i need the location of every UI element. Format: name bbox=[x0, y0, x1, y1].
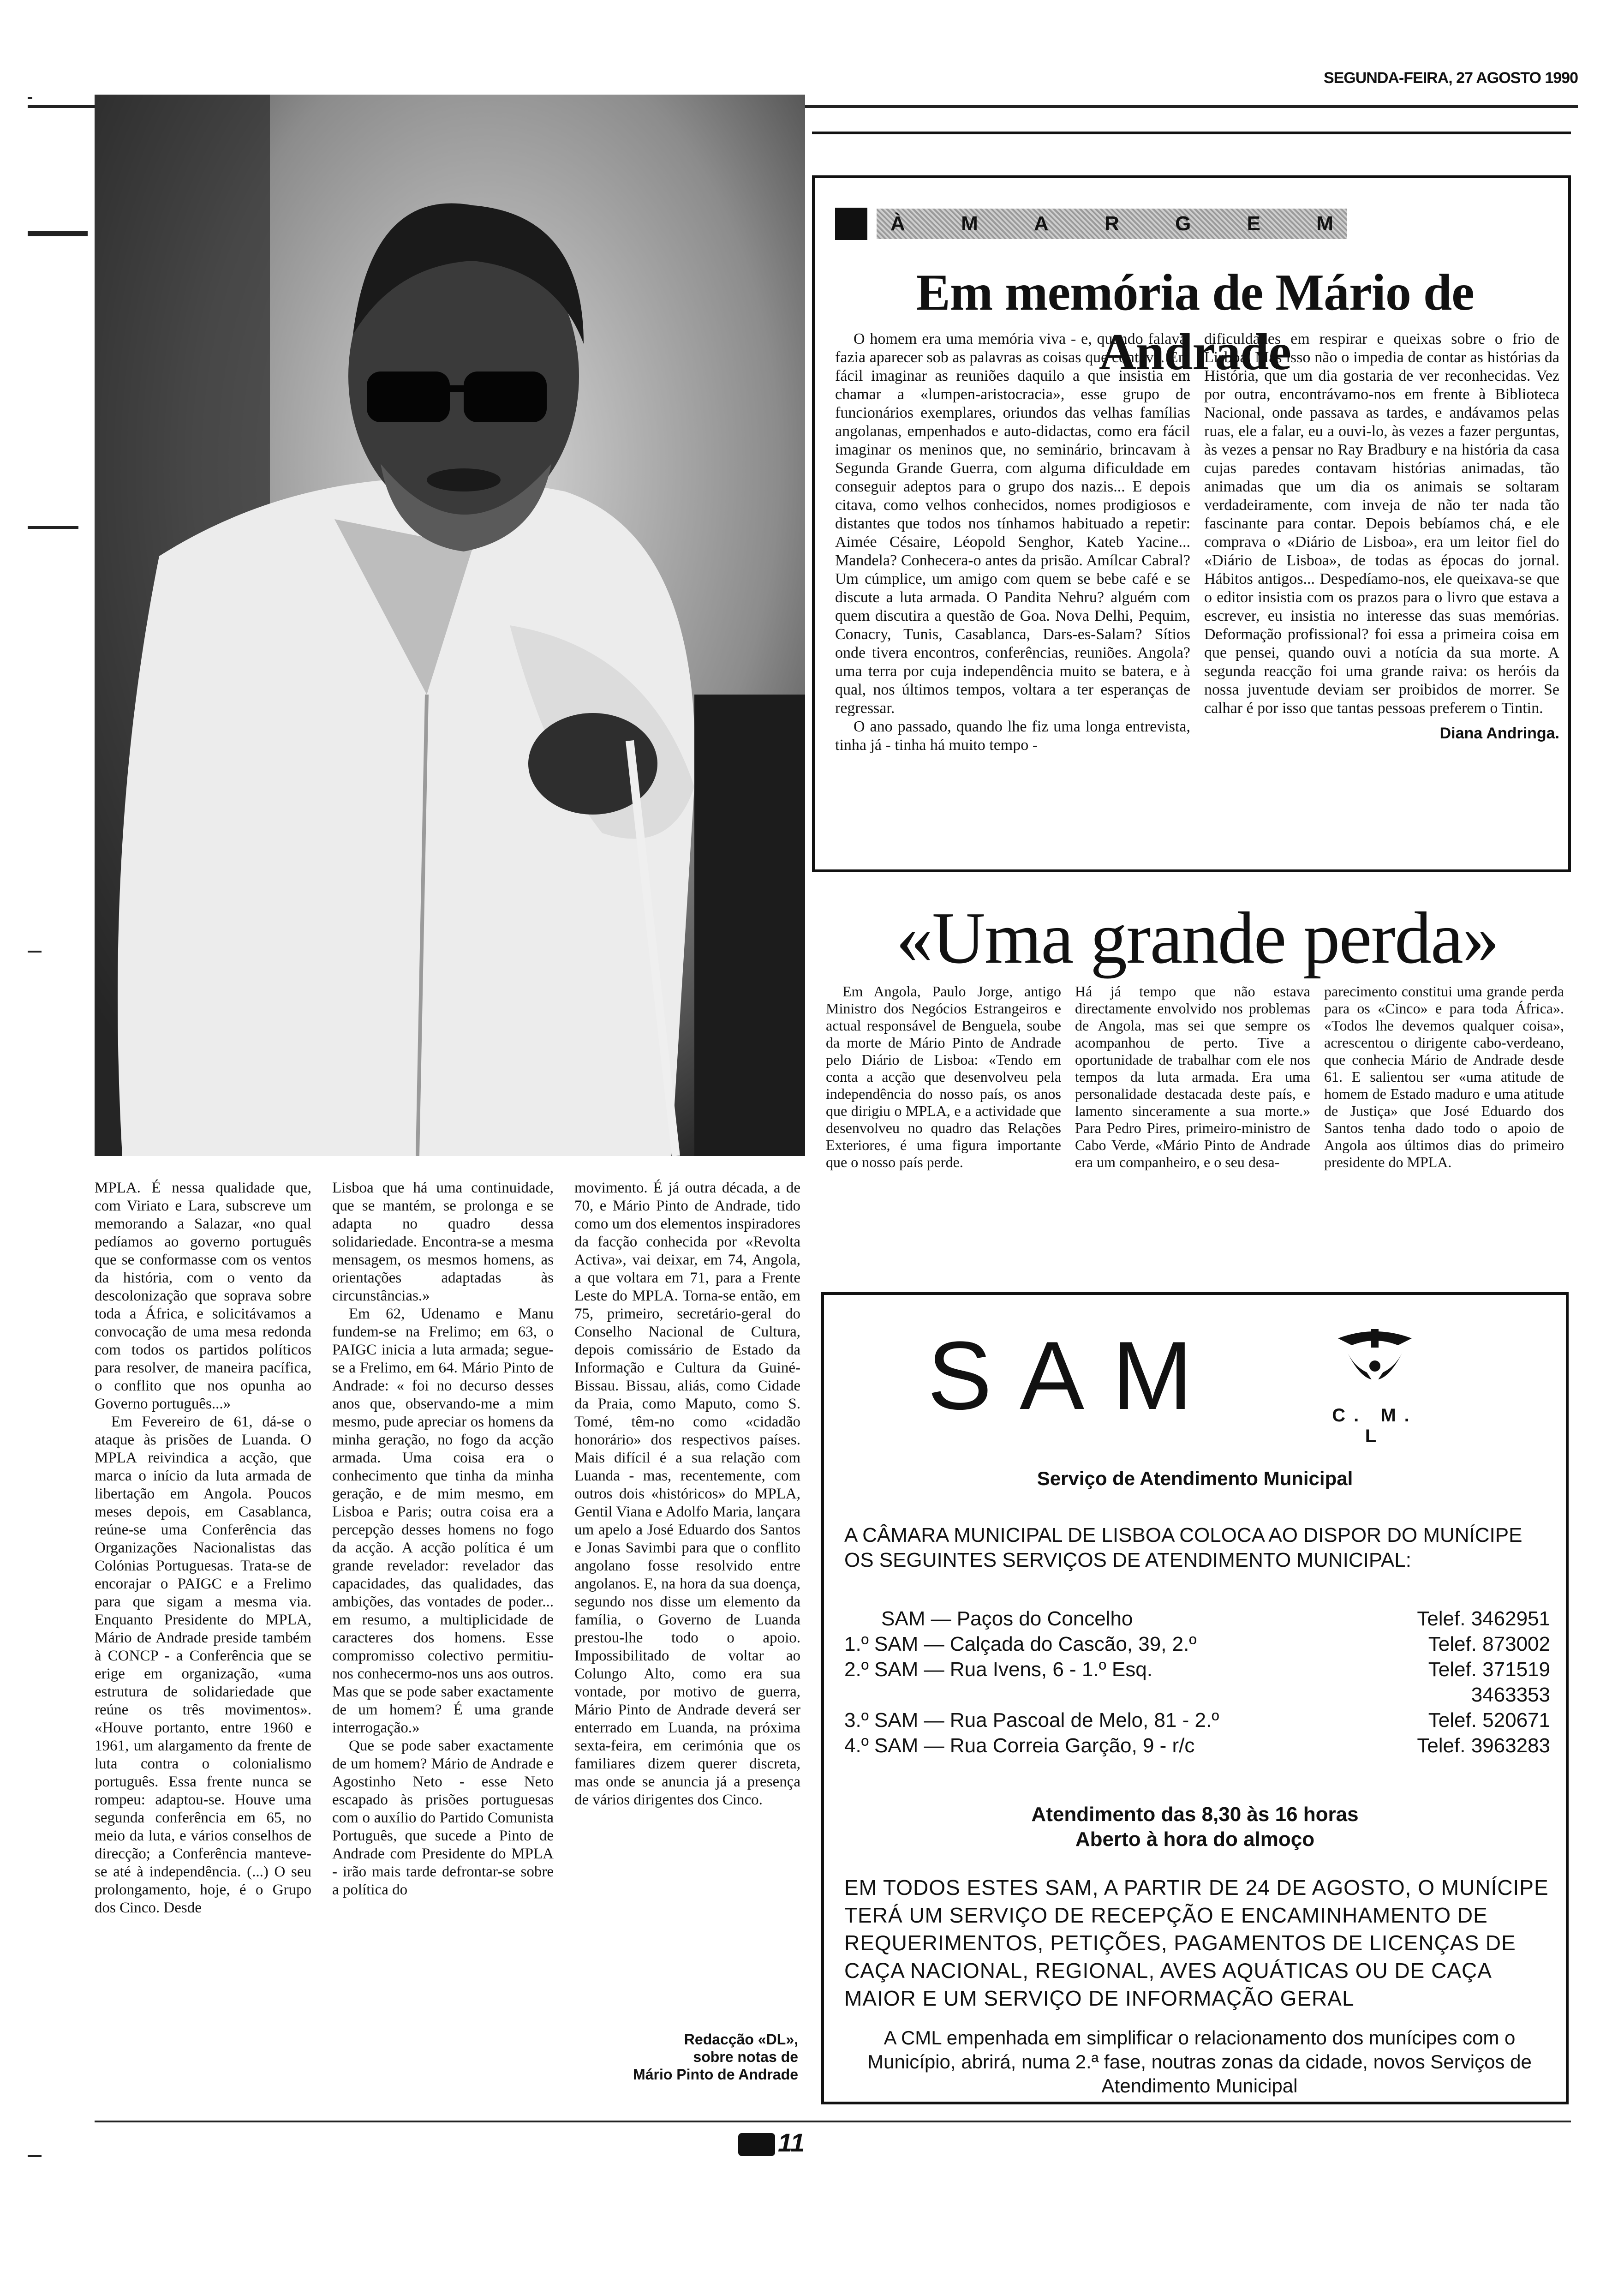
margem-top-rule bbox=[812, 132, 1571, 134]
margem-column-2 bbox=[1204, 330, 1559, 743]
credit-line: Redacção «DL», bbox=[684, 2031, 798, 2048]
perda-column-1 bbox=[826, 983, 1061, 1171]
paragraph: Em 62, Udenamo e Manu fundem-se na Frelimo; em 63, o PAIGC inicia a luta armada; segue-se a Frelimo, em 64. Mário Pinto de Andrade: « foi no decurso desses anos que, observando-me a mim mesmo, pude apreciar os homens da minha geração, no fogo da acção armada. Uma coisa era o conhecimento que tinha da minha geração, e de mim mesmo, em Lisboa e Paris; outra coisa era a percepção desses homens no fogo da acção. A acção política é um grande revelador: revelador das capacidades, das qualidades, das ambições, das vontades de poder... em resumo, a multiplicidade de caracteres dos homens. Esse compromisso colectivo permitiu-nos conhecermo-nos uns aos outros. Mas que se pode saber exactamente de um homem? É uma grande interrogação.» bbox=[332, 1306, 554, 1736]
byline: Diana Andringa. bbox=[1439, 725, 1559, 742]
margin-mark bbox=[28, 951, 42, 953]
perda-column-2 bbox=[1075, 983, 1310, 1171]
service-row bbox=[844, 1606, 1550, 1631]
margin-mark bbox=[28, 526, 78, 529]
paragraph: O ano passado, quando lhe fiz uma longa entrevista, tinha já - tinha há muito tempo - bbox=[835, 718, 1190, 754]
hours-line: Atendimento das 8,30 às 16 horas bbox=[1031, 1803, 1359, 1826]
service-row bbox=[844, 1708, 1550, 1733]
perda-headline: «Uma grande perda» bbox=[896, 897, 1499, 979]
section-tag-a-margem bbox=[835, 205, 1347, 242]
service-row bbox=[844, 1682, 1550, 1708]
paragraph: dificuldades em respirar e queixas sobre o frio de Lisboa. Mas isso não o impedia de contar as histórias da História, que um dia gostaria de ver reconhecidas. Vez por outra, encontrávamo-nos em frente à Biblioteca Nacional, onde passava as tardes, e andávamos pelas ruas, ele a falar, eu a ouvi-lo, às vezes a fazer perguntas, às vezes a pensar no Ray Bradbury e na história da casa cujas paredes contavam histórias animadas, tão animadas que um dia os animais se soltaram verdadeiramente, com inveja de não ter nada tão fascinante para contar. Depois bebíamos chá, e ele comprava o «Diário de Lisboa», era um leitor fiel do «Diário de Lisboa», de todas as épocas do jornal. Hábitos antigos... Despedíamo-nos, ele queixava-se que o editor insistia com os prazos para o livro que estava a escrever, eu insistia no interesse das suas memórias. Deformação profissional? foi essa a primeira coisa em que pensei, quando ouvi a notícia da sua morte. A segunda reacção foi uma grande raiva: os heróis da nossa juventude deviam ser proibidos de morrer. Se calhar é por isso que tantas pessoas preferem o Tintin. bbox=[1204, 330, 1559, 717]
service-phone: Telef. 3963283 bbox=[1417, 1734, 1550, 1757]
tag-letter: À bbox=[890, 212, 905, 235]
service-phone: Telef. 873002 bbox=[1428, 1633, 1550, 1655]
article-column-2 bbox=[332, 1179, 554, 1899]
service-phone: Telef. 371519 bbox=[1428, 1658, 1550, 1681]
margin-mark bbox=[28, 2155, 42, 2157]
tag-band bbox=[877, 209, 1347, 239]
ad-services-notice: EM TODOS ESTES SAM, A PARTIR DE 24 DE AGOSTO, O MUNÍCIPE TERÁ UM SERVIÇO DE RECEPÇÃO E ENCAMINHAMENTO DE REQUERIMENTOS, PETIÇÕES, PAGAMENTOS DE LICENÇAS DE CAÇA NACIONAL, REGIONAL, AVES AQUÁTICAS OU DE CAÇA MAIOR E UM SERVIÇO DE INFORMAÇÃO GERAL bbox=[844, 1876, 1549, 2010]
ad-footer-note: A CML empenhada em simplificar o relacionamento dos munícipes com o Município, abrirá, numa 2.ª fase, noutras zonas da cidade, novos Serviços de Atendimento Municipal bbox=[867, 2027, 1532, 2097]
tag-letter: R bbox=[1105, 212, 1119, 235]
tag-letter: A bbox=[1034, 212, 1049, 235]
article-column-3 bbox=[574, 1179, 800, 1809]
article-column-1 bbox=[95, 1179, 311, 1917]
tag-letter: M bbox=[1316, 212, 1333, 235]
service-phone: Telef. 520671 bbox=[1428, 1709, 1550, 1732]
paragraph: Há já tempo que não estava directamente envolvido nos problemas de Angola, mas sei que sempre os acompanhou de perto. Tive a oportunidade de trabalhar com ele nos tempos da luta armada. Era uma personalidade destacada deste país, e lamento sinceramente a sua morte.» Para Pedro Pires, primeiro-ministro de Cabo Verde, «Mário Pinto de Andrade era um companheiro, e o seu desa- bbox=[1075, 983, 1310, 1170]
ad-lead: A CÂMARA MUNICIPAL DE LISBOA COLOCA AO DISPOR DO MUNÍCIPE OS SEGUINTES SERVIÇOS DE ATENDIMENTO MUNICIPAL: bbox=[844, 1524, 1522, 1571]
dl-logo-icon bbox=[738, 2133, 775, 2156]
service-name: 3.º SAM — Rua Pascoal de Melo, 81 - 2.º bbox=[844, 1709, 1219, 1732]
ad-logo-label: C. M. L bbox=[1332, 1405, 1418, 1446]
cml-crest-icon bbox=[1329, 1320, 1421, 1408]
ad-subtitle: Serviço de Atendimento Municipal bbox=[1037, 1468, 1353, 1489]
paragraph: Em Fevereiro de 61, dá-se o ataque às prisões de Luanda. O MPLA reivindica a acção, que marca o início da luta armada de libertação em Angola. Poucos meses depois, em Casablanca, reúne-se uma Conferência das Organizações Nacionalistas das Colónias Portuguesas. Trata-se de encorajar o PAIGC e a Frelimo para que sigam a mesma via. Enquanto Presidente do MPLA, Mário de Andrade preside também à CONCP - a Conferência que se erige em organização, «uma estrutura de solidariedade que reúne os três movimentos». «Houve portanto, entre 1960 e 1961, um alargamento da frente de luta contra o colonialismo português. Essa frente nunca se rompeu: adaptou-se. Houve uma segunda conferência em 65, no meio da luta, e vários conselhos de direcção; a Conferência manteve-se até à independência. (...) O seu prolongamento, hoje, é o Grupo dos Cinco. Desde bbox=[95, 1414, 311, 1916]
page-number: 11 bbox=[778, 2128, 805, 2157]
credit-line: Mário Pinto de Andrade bbox=[633, 2066, 798, 2083]
article-credit bbox=[531, 2031, 798, 2083]
service-name: 2.º SAM — Rua Ivens, 6 - 1.º Esq. bbox=[844, 1658, 1152, 1681]
credit-line: sobre notas de bbox=[693, 2049, 798, 2065]
ad-services-table bbox=[844, 1606, 1550, 1758]
page-footer bbox=[738, 2127, 805, 2157]
service-row bbox=[844, 1631, 1550, 1657]
hours-line: Aberto à hora do almoço bbox=[1075, 1828, 1315, 1851]
paragraph: movimento. É já outra década, a de 70, e Mário Pinto de Andrade, tido como um dos elementos inspiradores da facção conhecida por «Revolta Activa», vai deixar, em 74, Angola, a que voltara em 71, para a Frente Leste do MPLA. Torna-se então, em 75, primeiro, secretário-geral do Conselho Nacional de Cultura, depois comissário de Estado da Informação e Cultura da Guiné-Bissau. Bissau, aliás, como Cidade da Praia, como Maputo, como S. Tomé, têm-no como «cidadão honorário» dos respectivos países. Mais difícil é a sua relação com Luanda - mas, recentemente, com outros dois «históricos» do MPLA, Gentil Viana e Adolfo Maria, lançara um apelo a José Eduardo dos Santos e Jonas Savimbi para que o conflito angolano fosse resolvido entre angolanos. E, na hora da sua doença, segundo nos disse um elemento da família, o Governo de Luanda prestou-lhe todo o apoio. Impossibilitado de voltar ao Colungo Alto, como era sua vontade, por motivo de guerra, Mário Pinto de Andrade deverá ser enterrado em Luanda, na próxima sexta-feira, em cerimónia que os familiares dizem querer discreta, mas onde se anuncia já a presença de vários dirigentes dos Cinco. bbox=[574, 1180, 800, 1808]
paragraph: Que se pode saber exactamente de um homem? Mário de Andrade e Agostinho Neto - esse Neto escapado às prisões portuguesas com o auxílio do Partido Comunista Português, que sucede a Pinto de Andrade com Presidente do MPLA - irão mais tarde defrontar-se sobre a política do bbox=[332, 1738, 554, 1898]
service-name: SAM — Paços do Concelho bbox=[881, 1607, 1133, 1630]
service-phone: 3463353 bbox=[1471, 1684, 1550, 1706]
paragraph: parecimento constitui uma grande perda para os «Cinco» e para toda África». «Todos lhe devemos qualquer coisa», acrescentou o dirigente cabo-verdeano, que conhecia Mário de Andrade desde 61. E salientou ser «uma atitude de homem de Estado maduro e uma atitude de Justiça» que José Eduardo dos Santos tenha dado todo o apoio de Angola aos últimos dias do primeiro presidente do MPLA. bbox=[1324, 983, 1564, 1170]
ad-hours bbox=[821, 1802, 1569, 1852]
paragraph: O homem era uma memória viva - e, quando falava, fazia aparecer sob as palavras as coisas que contava. Era fácil imaginar as reuniões daquilo a que insistia em chamar a «lumpen-aristocracia», esse grupo de funcionários exemplares, oriundos das velhas famílias angolanas, empenhados e auto-didactas, como era fácil imaginar os meninos que, no seminário, brincavam à Segunda Grande Guerra, com alguma dificuldade em conseguir adeptos para o grupo dos nazis... E depois citava, como velhos conhecidos, nomes prodigiosos e distantes que todos nos tínhamos habituado a repetir: Aimée Césaire, Léopold Senghor, Kateb Yacine... Mandela? Conhecera-o antes da prisão. Amílcar Cabral? Um cúmplice, um amigo com quem se bebe café e se discute a luta armada. O Pandita Nehru? alguém com quem discutira a questão de Goa. Nova Delhi, Pequim, Conacry, Tunis, Casablanca, Dars-es-Salam? Sítios onde tivera encontros, conferências, reuniões. Angola? uma terra por cuja independência muito se batera, e à qual, nos últimos tempos, voltara a ter esperanças de regressar. bbox=[835, 330, 1190, 717]
margin-mark bbox=[28, 97, 32, 99]
ad-title: SAM bbox=[927, 1321, 1221, 1430]
service-name: 4.º SAM — Rua Correia Garção, 9 - r/c bbox=[844, 1734, 1195, 1757]
paragraph: MPLA. É nessa qualidade que, com Viriato e Lara, subscreve um memorando a Salazar, «no qual pedíamos ao governo português que se conformasse com os ventos da história, com o vento da descolonização que soprava sobre toda a África, e solicitávamos a convocação de uma mesa redonda com todos os partidos políticos para resolver, de maneira pacífica, o conflito que nos opunha ao Governo português...» bbox=[95, 1180, 311, 1412]
paragraph: Lisboa que há uma continuidade, que se mantém, se prolonga e se adapta no quadro dessa solidariedade. Encontra-se a mesma mensagem, os mesmos homens, as orientações adaptadas às circunstâncias.» bbox=[332, 1180, 554, 1304]
service-name: 1.º SAM — Calçada do Cascão, 39, 2.º bbox=[844, 1633, 1197, 1655]
paragraph: Em Angola, Paulo Jorge, antigo Ministro dos Negócios Estrangeiros e actual responsável de Benguela, soube da morte de Mário Pinto de Andrade pelo Diário de Lisboa: «Tendo em conta a acção que desenvolveu pela independência do nosso país, os anos que dirigiu o MPLA, e a actividade que desenvolveu no quadro das Relações Exteriores, é uma figura importante que o nosso país perde. bbox=[826, 983, 1061, 1170]
bottom-rule bbox=[95, 2121, 1571, 2122]
tag-letter: M bbox=[961, 212, 978, 235]
portrait-photo bbox=[95, 95, 805, 1156]
margem-column-1 bbox=[835, 330, 1190, 755]
dateline: SEGUNDA-FEIRA, 27 AGOSTO 1990 bbox=[1323, 69, 1578, 87]
margin-mark bbox=[28, 231, 88, 236]
tag-square-icon bbox=[835, 208, 867, 240]
perda-column-3 bbox=[1324, 983, 1564, 1171]
service-row bbox=[844, 1733, 1550, 1758]
service-phone: Telef. 3462951 bbox=[1417, 1607, 1550, 1630]
portrait-illustration bbox=[95, 95, 805, 1156]
service-row bbox=[844, 1657, 1550, 1682]
margem-headline: Em memória de Mário de Andrade bbox=[916, 264, 1474, 381]
tag-letter: E bbox=[1247, 212, 1260, 235]
tag-letter: G bbox=[1175, 212, 1191, 235]
